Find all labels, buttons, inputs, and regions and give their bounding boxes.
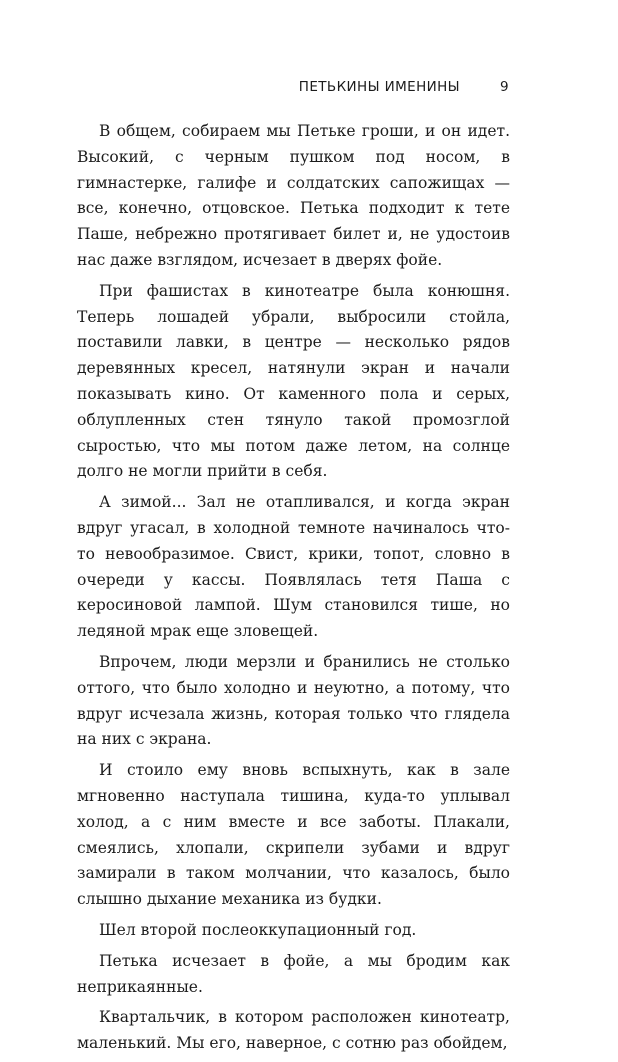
paragraph-8: Квартальчик, в котором расположен кинотеатр, маленький. Мы его, наверное, с сотню раз обойдем,: [77, 1008, 510, 1053]
running-header: [0, 76, 618, 98]
paragraph-6: Шел второй послеоккупационный год.: [99, 920, 417, 939]
body-text: [77, 119, 510, 1062]
running-title: ПЕТЬКИНЫ ИМЕНИНЫ: [298, 79, 460, 95]
paragraph-2: При фашистах в кинотеатре была конюшня. Теперь лошадей убрали, выбросили стойла, поставили лавки, в центре — несколько рядов деревянных кресел, натянули экран и начали показывать кино. От каменного пола и серых, облупленных стен тянуло такой промозглой сыростью, что мы потом даже летом, на солнце долго не могли прийти в себя.: [77, 281, 510, 481]
paragraph-4: Впрочем, люди мерзли и бранились не столько оттого, что было холодно и неуютно, а потому, что вдруг исчезала жизнь, которая только что глядела на них с экрана.: [77, 652, 510, 749]
paragraph-3: А зимой... Зал не отапливался, и когда экран вдруг угасал, в холодной темноте начиналось что-то невообразимое. Свист, крики, топот, словно в очереди у кассы. Появлялась тетя Паша с керосиновой лампой. Шум становился тише, но ледяной мрак еще зловещей.: [77, 493, 510, 641]
paragraph-5: И стоило ему вновь вспыхнуть, как в зале мгновенно наступала тишина, куда-то уплывал холод, а с ним вместе и все заботы. Плакали, смеялись, хлопали, скрипели зубами и вдруг замирали в таком молчании, что казалось, было слышно дыхание механика из будки.: [77, 761, 510, 909]
paragraph-1: В общем, собираем мы Петьке гроши, и он идет. Высокий, с черным пушком под носом, в гимнастерке, галифе и солдатских сапожищах — все, конечно, отцовское. Петька подходит к тете Паше, небрежно протягивает билет и, не удостоив нас даже взглядом, исчезает в дверях фойе.: [77, 122, 510, 269]
paragraph-7: Петька исчезает в фойе, а мы бродим как неприкаянные.: [77, 951, 510, 996]
page-number: 9: [500, 79, 509, 95]
